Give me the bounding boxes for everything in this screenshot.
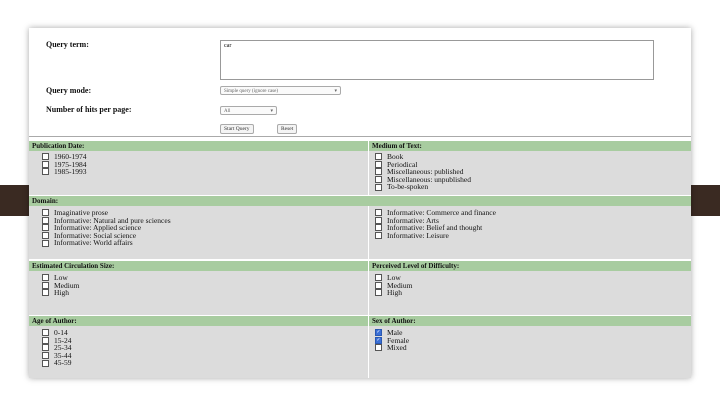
checkbox-label: 1975-1984 (54, 159, 87, 169)
checkbox-label: Low (387, 273, 401, 282)
circulation-options (42, 274, 79, 297)
corpus-query-form-screenshot (29, 28, 691, 378)
query-mode-select[interactable] (220, 86, 341, 95)
difficulty-cell (369, 271, 691, 315)
checkbox[interactable] (42, 337, 49, 344)
checkbox[interactable] (375, 232, 382, 239)
checkbox-label: Informative: Commerce and finance (387, 208, 496, 217)
decorative-bar-right (690, 185, 720, 216)
checkbox-label: To-be-spoken (387, 182, 429, 192)
checkbox[interactable] (375, 153, 382, 160)
reset-button[interactable]: Reset (277, 124, 297, 134)
checkbox[interactable] (42, 168, 49, 175)
checkbox-label: Medium (54, 280, 80, 290)
checkbox[interactable] (42, 240, 49, 247)
hits-per-page-select[interactable] (220, 106, 277, 115)
checkbox[interactable] (42, 224, 49, 231)
checkbox-label: Male (387, 328, 403, 337)
query-mode-label: Query mode: (46, 86, 92, 95)
checkbox[interactable] (375, 176, 382, 183)
checkbox[interactable] (42, 161, 49, 168)
checkbox-label: Informative: Applied science (54, 223, 142, 233)
checkbox-label: Informative: World affairs (54, 238, 133, 248)
difficulty-options (375, 274, 412, 297)
checkbox-label: Informative: Leisure (387, 230, 449, 240)
checkbox-label: High (54, 288, 69, 298)
checkbox[interactable] (375, 184, 382, 191)
checkbox-label: Informative: Belief and thought (387, 223, 483, 233)
checkbox[interactable] (375, 217, 382, 224)
publication-date-options (42, 153, 87, 176)
checkbox[interactable] (375, 274, 382, 281)
checkbox-option[interactable] (375, 344, 409, 352)
query-term-label: Query term: (46, 40, 89, 49)
checkbox-label: Miscellaneous: unpublished (387, 174, 471, 184)
checkbox[interactable] (375, 289, 382, 296)
checkbox[interactable] (375, 224, 382, 231)
start-query-button[interactable]: Start Query (220, 124, 254, 134)
checkbox[interactable] (42, 232, 49, 239)
section-header-sex: Sex of Author: (369, 316, 691, 326)
section-header-domain: Domain: (29, 196, 691, 206)
sex-cell (369, 326, 691, 378)
checkbox[interactable] (375, 344, 382, 351)
checkbox-label: 35-44 (54, 350, 72, 360)
checkbox-label: Informative: Natural and pure sciences (54, 215, 171, 225)
query-form (29, 28, 691, 137)
hits-per-page-value: All (224, 109, 231, 114)
checkbox[interactable] (42, 282, 49, 289)
checkbox-label: Book (387, 152, 404, 161)
checkbox-label: Informative: Social science (54, 230, 137, 240)
checkbox-label: 1985-1993 (54, 167, 87, 177)
query-mode-value: Simple query (ignore case) (224, 89, 279, 94)
decorative-bar-left (0, 185, 30, 216)
checkbox-label: Medium (387, 280, 413, 290)
domain-options-right (375, 209, 496, 239)
checkbox[interactable] (42, 153, 49, 160)
section-header-publication-date: Publication Date: (29, 141, 368, 151)
checkbox-label: 25-34 (54, 343, 72, 353)
checkbox-option[interactable] (42, 289, 79, 297)
checkbox-label: 0-14 (54, 328, 68, 337)
checkbox-label: Female (387, 335, 410, 345)
checkbox[interactable] (42, 344, 49, 351)
hits-per-page-label: Number of hits per page: (46, 105, 132, 114)
checkbox-option[interactable] (375, 232, 496, 240)
sex-options (375, 329, 409, 352)
checkbox[interactable] (42, 352, 49, 359)
checkbox[interactable] (42, 329, 49, 336)
query-term-input[interactable]: car (220, 40, 654, 80)
checkbox-label: Mixed (387, 343, 407, 353)
checkbox-label: Informative: Arts (387, 215, 439, 225)
checkbox-label: 15-24 (54, 335, 72, 345)
checkbox[interactable] (42, 209, 49, 216)
checkbox[interactable] (42, 217, 49, 224)
checkbox-option[interactable] (375, 183, 471, 191)
section-header-circulation: Estimated Circulation Size: (29, 261, 368, 271)
checkbox[interactable] (42, 360, 49, 367)
checkbox[interactable] (375, 209, 382, 216)
checkbox-option[interactable] (42, 359, 72, 367)
checkbox-checked[interactable]: ✓ (376, 330, 381, 336)
section-header-age: Age of Author: (29, 316, 368, 326)
checkbox[interactable] (375, 168, 382, 175)
checkbox-label: 45-59 (54, 358, 72, 368)
checkbox-label: Low (54, 273, 68, 282)
checkbox-label: Periodical (387, 159, 418, 169)
checkbox[interactable] (375, 161, 382, 168)
medium-options (375, 153, 471, 191)
checkbox-option[interactable] (42, 168, 87, 176)
checkbox[interactable] (42, 289, 49, 296)
checkbox-label: 1960-1974 (54, 152, 87, 161)
checkbox[interactable] (375, 282, 382, 289)
checkbox-label: Miscellaneous: published (387, 167, 464, 177)
chevron-down-icon: ▾ (334, 89, 337, 94)
section-header-difficulty: Perceived Level of Difficulty: (369, 261, 691, 271)
checkbox-checked[interactable]: ✓ (376, 337, 381, 343)
section-header-medium: Medium of Text: (369, 141, 691, 151)
checkbox-label: Imaginative prose (54, 208, 108, 217)
circulation-cell (29, 271, 368, 315)
domain-options-left (42, 209, 171, 247)
age-cell (29, 326, 368, 378)
checkbox-label: High (387, 288, 402, 298)
checkbox-option[interactable] (42, 239, 171, 247)
age-options (42, 329, 72, 367)
checkbox-option[interactable] (375, 289, 412, 297)
checkbox[interactable] (42, 274, 49, 281)
chevron-down-icon: ▾ (270, 109, 273, 114)
